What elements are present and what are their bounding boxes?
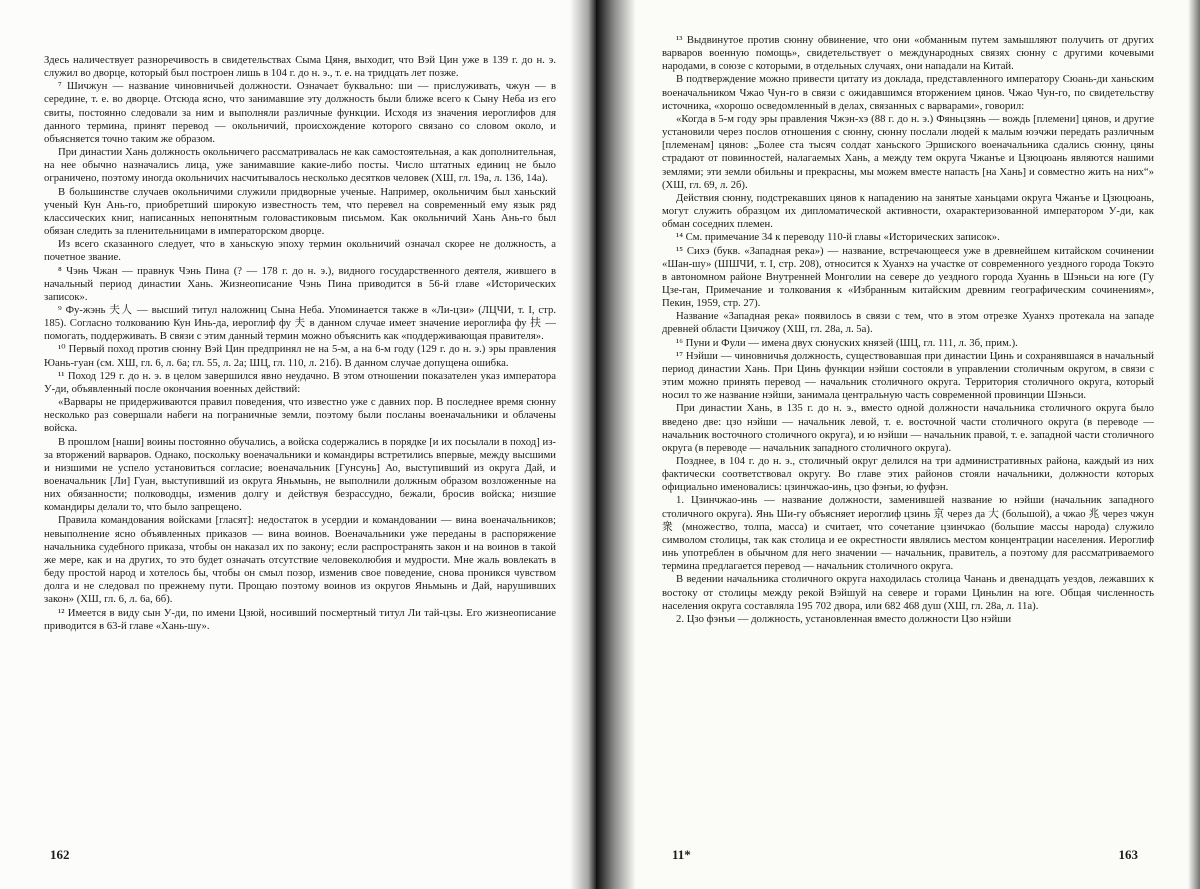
note-12: ¹² Имеется в виду сын У-ди, по имени Цзюй, носивший посмертный титул Ли тай-цзы. Его жизнеописание приводится в 63-й главе «Хань-шу». xyxy=(44,606,556,632)
gutter-shadow-left xyxy=(570,0,596,889)
quote-paragraph: «Когда в 5-м году эры правления Чжэн-хэ (88 г. до н. э.) Фяньцзянь — вождь [племени] цянов, и другие установили через послов отношения с сюнну, сюнну послали людей к малым юэчжи передать различным [племенам] цянов: „Более ста тысяч солдат ханьского Эршиского военачальника сдались сюнну, цяны страдают от повинностей, налагаемых Хань, а между тем округа Чжанъе и Цзюцюань являются нашими землями; эти земли обильны и прекрасны, мы можем вместе напасть [на Хань] и совместно жить на них“» (ХШ, гл. 69, л. 2б). xyxy=(662,112,1154,191)
note-14: ¹⁴ См. примечание 34 к переводу 110-й главы «Исторических записок». xyxy=(676,231,1000,244)
quote-paragraph: В прошлом [наши] воины постоянно обучались, а войска содержались в порядке [и их посылали в поход] из-за вторжений варваров. Однако, поскольку военачальники и командиры встретились впервые, между высшими и низшими не успело установиться согласие; военачальник [Гунсунь] Ао, выступивший из округа Дай, и военачальник [Ли] Гуан, выступивший из округа Яньмынь, не выполнили должным образом возложенные на них обязанности; полководцы, изменив долгу и действуя безрассудно, бежали, бросив войска; низшие командиры делали то, что было запрещено. xyxy=(44,435,556,514)
right-page xyxy=(596,0,1200,889)
note-13: ¹³ Выдвинутое против сюнну обвинение, что они «обманным путем замышляют получить от других варваров военную помощь», свидетельствует о международных связях сюнну с другими кочевыми народами, в союзе с которыми, в отдельных случаях, они нападали на Китай. xyxy=(662,34,1154,73)
quote-paragraph: Правила командования войсками [гласят]: недостаток в усердии и командовании — вина военачальников; невыполнение ясно объявленных приказов — вина воинов. Военачальники уже переданы в распоряжение начальника судебного приказа, чтобы он наказал их по закону; если распространять закон и на воинов в такой же мере, как и на других, то это будет означать отсутствие человеколюбия и мудрости. Мне жаль вовлекать в беду простой народ и хотелось бы, чтобы он смыл позор, изменив свое поведение, снова проникся чувством долга и не следовал по прежнему пути. Прощаю поэтому воинов из округов Яньмынь и Дай, нарушивших закон» (ХШ, гл. 6, л. 6а, 6б). xyxy=(44,514,556,606)
right-page-text xyxy=(662,34,1154,626)
signature-mark: 11* xyxy=(672,847,691,862)
gutter-shadow-right xyxy=(596,0,636,889)
paragraph: Название «Западная река» появилось в связи с тем, что в этом отрезке Хуанхэ протекала на западе древней области Цзичжоу (ХШ, гл. 28а, л. 5а). xyxy=(662,310,1154,336)
page-number-right: 163 xyxy=(1118,847,1138,862)
note-8: ⁸ Чэнь Чжан — правнук Чэнь Пина (? — 178 г. до н. э.), видного государственного деятеля, жившего в начальный период династии Хань. Жизнеописание Чэнь Пина приводится в 56-й главе «Исторических записок». xyxy=(44,264,556,303)
note-9: ⁹ Фу-жэнь 夫人 — высший титул наложниц Сына Неба. Упоминается также в «Ли-цзи» (ЛЦЧИ, т. I, стр. 185). Согласно толкованию Кун Инь-да, иероглиф фу 夫 в данном случае имеет значение иероглифа фу 扶 — помогать, поддерживать. В связи с этим данный термин можно объяснить как «поддерживающая правителя». xyxy=(44,303,556,343)
paragraph: При династии Хань, в 135 г. до н. э., вместо одной должности начальника столичного округа было введено две: цзо нэйши — начальник левой, т. е. восточной части столичного округа (в переводе — начальник восточного столичного округа), и ю нэйши — начальник правой, т. е. западной части столичного округа (в переводе — начальник западного столичного округа). xyxy=(662,402,1154,454)
paragraph: При династии Хань должность окольничего рассматривалась не как самостоятельная, а как дополнительная, на нее обычно назначались лица, уже занимавшие какие-либо посты. Число штатных единиц не было ограничено, поэтому иногда окольничих насчитывалось несколько десятков человек (ХШ, гл. 19а, л. 136, 14а). xyxy=(44,146,556,185)
page-edge-shadow xyxy=(1188,0,1200,889)
note-10: ¹⁰ Первый поход против сюнну Вэй Цин предпринял не на 5-м, а на 6-м году (129 г. до н. э.) эры правления Юань-гуан (см. ХШ, гл. 6, л. 6а; гл. 55, л. 2а; ШЦ, гл. 110, л. 21б). В данном случае допущена ошибка. xyxy=(44,343,556,369)
paragraph: 2. Цзо фэнъи — должность, установленная вместо должности Цзо нэйши xyxy=(676,612,1012,625)
note-7: ⁷ Шичжун — название чиновничьей должности. Означает буквально: ши — прислуживать, чжун — в середине, т. е. во дворце. Отсюда ясно, что занимавшие эту должность были ближе всего к Сыну Неба из его свиты, постоянно следовали за ним и выполняли различные функции. Исходя из значения иероглифов для данного термина, принят перевод — окольничий, происхождение которого связано со словом около, и объясняется точно таким же образом. xyxy=(44,80,556,145)
page-number-left: 162 xyxy=(50,847,70,862)
paragraph: Здесь наличествует разноречивость в свидетельствах Сыма Цяня, выходит, что Вэй Цин уже в 139 г. до н. э. служил во дворце, который был построен лишь в 104 г. до н. э., т. е. на тридцать лет позже. xyxy=(44,54,556,80)
paragraph: Из всего сказанного следует, что в ханьскую эпоху термин окольничий означал скорее не должность, а почетное звание. xyxy=(44,238,556,264)
paragraph: 1. Цзинчжао-инь — название должности, заменившей название ю нэйши (начальник западного столичного округа). Янь Ши-гу объясняет иероглиф цзинь 京 через да 大 (большой), а чжао 兆 через чжун 衆 (множество, толпа, масса) и считает, что сочетание цзинчжао (большие массы народа) служило символом столицы, так как столица и ее окрестности являлись местом концентрации населения. Иероглиф инь употреблен в обычном для него значении — начальник, правитель, а поэтому для рассматриваемого термина предлагается перевод — начальник столичного округа. xyxy=(662,494,1154,573)
note-15: ¹⁵ Сихэ (букв. «Западная река») — название, встречающееся уже в древнейшем китайском сочинении «Шан-шу» (ШШЧИ, т. I, стр. 208), относится к Хуанхэ на участке от современного уездного города Токэто в автономном районе Внутренней Монголии на севере до уездного города Хуаннь в Шэньси на юге (Гу Цзе-ган, Примечание и толкования к «Избранным китайским древним географическим сочинениям», Пекин, 1959, стр. 27). xyxy=(662,244,1154,310)
paragraph: В подтверждение можно привести цитату из доклада, представленного императору Сюань-ди ханьским военачальником Чжао Чун-го в связи с ожидавшимся вторжением цянов. Чжао Чун-го, по свидетельству источника, «хорошо осведомленный в делах, связанных с варварами», говорил: xyxy=(662,73,1154,112)
quote-paragraph: «Варвары не придерживаются правил поведения, что известно уже с давних пор. В последнее время сюнну несколько раз совершали набеги на пограничные земли, поэтому были посланы военачальники и облачены войска. xyxy=(44,396,556,435)
paragraph: Действия сюнну, подстрекавших цянов к нападению на занятые ханьцами округа Чжанъе и Цзюцюань, могут служить образцом их дипломатической активности, охарактеризованной императором У-ди, как обман соседних племен. xyxy=(662,191,1154,231)
left-page-text xyxy=(44,54,556,633)
note-16: ¹⁶ Пуни и Фули — имена двух сюнуских князей (ШЦ, гл. 111, л. 3б, прим.). xyxy=(676,336,1018,349)
left-page xyxy=(0,0,596,889)
paragraph: В большинстве случаев окольничими служили придворные ученые. Например, окольничим был ханьский ученый Кун Ань-го, приобретший широкую известность тем, что перевел на современный ему язык ряд классических книг, написанных непонятным головастиковым письмом. Как окольничий Хань Ань-го был обязан следить за пленительницами в императорском дворце. xyxy=(44,185,556,238)
paragraph: В ведении начальника столичного округа находилась столица Чанань и двенадцать уездов, лежавших к востоку от столицы между рекой Вэйшуй на севере и горами Циньлин на юге. Общая численность населения округа составляла 195 702 двора, или 682 468 душ (ХШ, гл. 28а, л. 11а). xyxy=(662,573,1154,612)
note-11: ¹¹ Поход 129 г. до н. э. в целом завершился явно неудачно. В этом отношении показателен указ императора У-ди, объявленный после окончания военных действий: xyxy=(44,369,556,395)
note-17: ¹⁷ Нэйши — чиновничья должность, существовавшая при династии Цинь и сохранявшаяся в начальный период династии Хань. При Цинь функции нэйши состояли в управлении столичным округом, в связи с этим можно принять перевод — начальник столичного округа. Территория столичного округа, который носил то же название нэйши, занимала центральную часть современной провинции Шэньси. xyxy=(662,349,1154,402)
paragraph: Позднее, в 104 г. до н. э., столичный округ делился на три административных района, каждый из них фактически соответствовал округу. Во главе этих районов стояли начальники, должности которых официально именовались: цзинчжао-инь, цзо фэнъи, ю фуфэн. xyxy=(662,455,1154,494)
